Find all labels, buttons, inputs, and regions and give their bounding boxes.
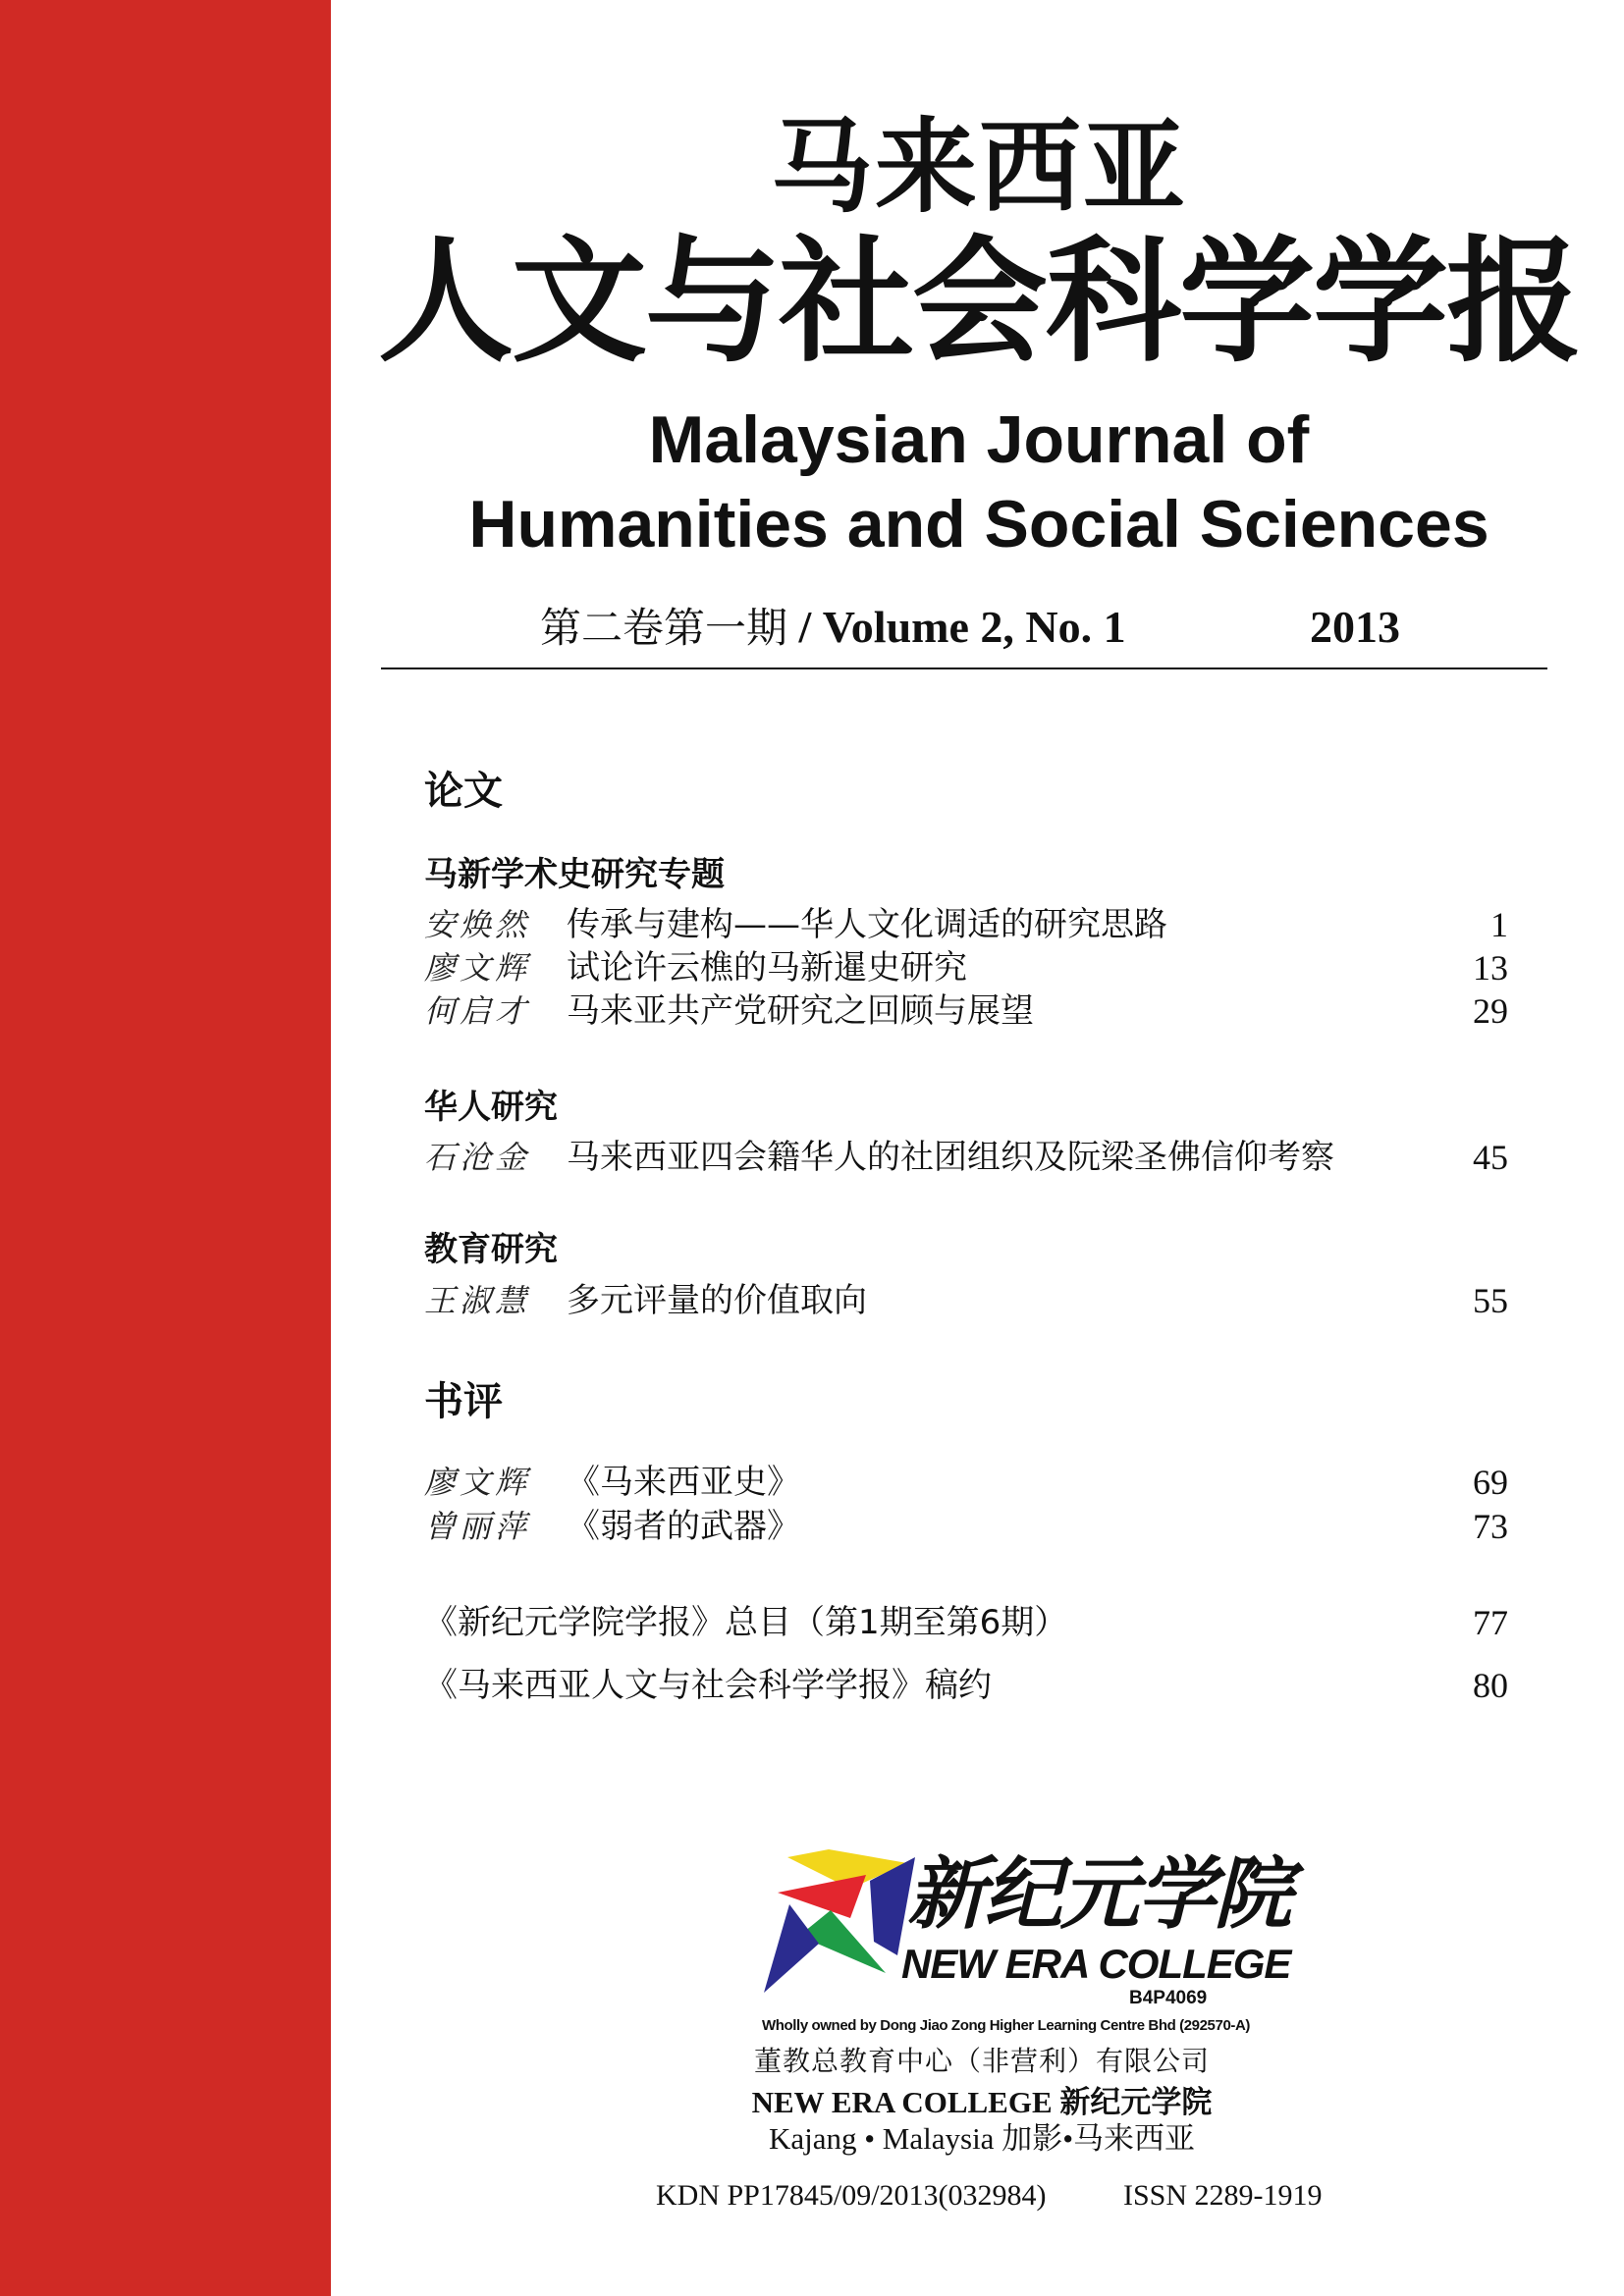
toc-section-heading: 马新学术史研究专题 [424, 855, 725, 894]
toc-author: 王淑慧 [424, 1282, 531, 1319]
toc-heading-reviews: 书评 [424, 1378, 503, 1424]
toc-entry[interactable] [424, 990, 1508, 1032]
toc-page: 1 [1490, 905, 1508, 944]
logo-blue-shape [764, 1904, 819, 1993]
toc-page: 80 [1473, 1666, 1508, 1705]
toc-author: 石沧金 [424, 1139, 531, 1176]
toc-author: 曾丽萍 [424, 1508, 531, 1545]
toc-author: 廖文辉 [424, 949, 531, 987]
toc-author: 何启才 [424, 992, 531, 1030]
publisher-location: Kajang • Malaysia 加影•马来西亚 [768, 2121, 1196, 2156]
toc-page: 77 [1473, 1603, 1508, 1642]
toc-entry[interactable] [424, 1462, 1508, 1503]
red-side-band [0, 0, 331, 2296]
toc-page: 55 [1473, 1281, 1508, 1320]
toc-title: 马来亚共产党研究之回顾与展望 [567, 991, 1034, 1031]
toc-title: 《新纪元学院学报》总目（第1期至第6期） [424, 1603, 1068, 1642]
kdn-number: KDN PP17845/09/2013(032984) [656, 2179, 1047, 2212]
toc-title: 马来西亚四会籍华人的社团组织及阮梁圣佛信仰考察 [567, 1138, 1334, 1177]
journal-title-en-line1: Malaysian Journal of [648, 402, 1310, 477]
toc-page: 13 [1473, 948, 1508, 988]
publisher-line-college: NEW ERA COLLEGE 新纪元学院 [751, 2085, 1213, 2119]
title-divider [381, 667, 1547, 669]
toc-entry[interactable] [424, 1602, 1508, 1643]
college-name-cn: 新纪元学院 [907, 1848, 1290, 1940]
issn-number: ISSN 2289-1919 [1123, 2179, 1323, 2212]
college-name-en: NEW ERA COLLEGE [901, 1941, 1291, 1987]
ownership-note: Wholly owned by Dong Jiao Zong Higher Learning Centre Bhd (292570-A) [762, 2017, 1251, 2034]
toc-author: 廖文辉 [424, 1464, 531, 1501]
toc-page: 69 [1473, 1463, 1508, 1502]
journal-title-en-line2: Humanities and Social Sciences [468, 487, 1489, 561]
toc-page: 45 [1473, 1138, 1508, 1177]
toc-page: 73 [1473, 1507, 1508, 1546]
journal-title-cn-main: 人文与社会科学学报 [377, 221, 1580, 381]
toc-title: 传承与建构——华人文化调适的研究思路 [567, 905, 1167, 944]
toc-title: 《马来西亚史》 [567, 1463, 800, 1502]
toc-entry[interactable] [424, 947, 1508, 988]
toc-entry[interactable] [424, 904, 1508, 945]
volume-en: / Volume 2, No. 1 [787, 602, 1126, 652]
toc-title: 试论许云樵的马新暹史研究 [567, 948, 967, 988]
toc-entry[interactable] [424, 1137, 1508, 1178]
volume-year: 2013 [1310, 602, 1400, 652]
toc-title: 《马来西亚人文与社会科学学报》稿约 [424, 1666, 992, 1705]
toc-section-heading: 华人研究 [424, 1088, 558, 1127]
volume-cn: 第二卷第一期 [540, 604, 788, 652]
toc-page: 29 [1473, 991, 1508, 1031]
toc-title: 多元评量的价值取向 [567, 1281, 867, 1320]
toc-section-heading: 教育研究 [424, 1230, 558, 1269]
publisher-line-cn: 董教总教育中心（非营利）有限公司 [753, 2045, 1210, 2077]
toc-title: 《弱者的武器》 [567, 1507, 800, 1546]
toc-author: 安焕然 [424, 906, 531, 943]
volume-info [540, 603, 1126, 652]
toc-entry[interactable] [424, 1665, 1508, 1706]
toc-entry[interactable] [424, 1280, 1508, 1321]
toc-heading-papers: 论文 [424, 768, 503, 814]
toc-entry[interactable] [424, 1506, 1508, 1547]
journal-title-cn-top: 马来西亚 [770, 106, 1187, 227]
college-code: B4P4069 [1129, 1988, 1208, 2008]
